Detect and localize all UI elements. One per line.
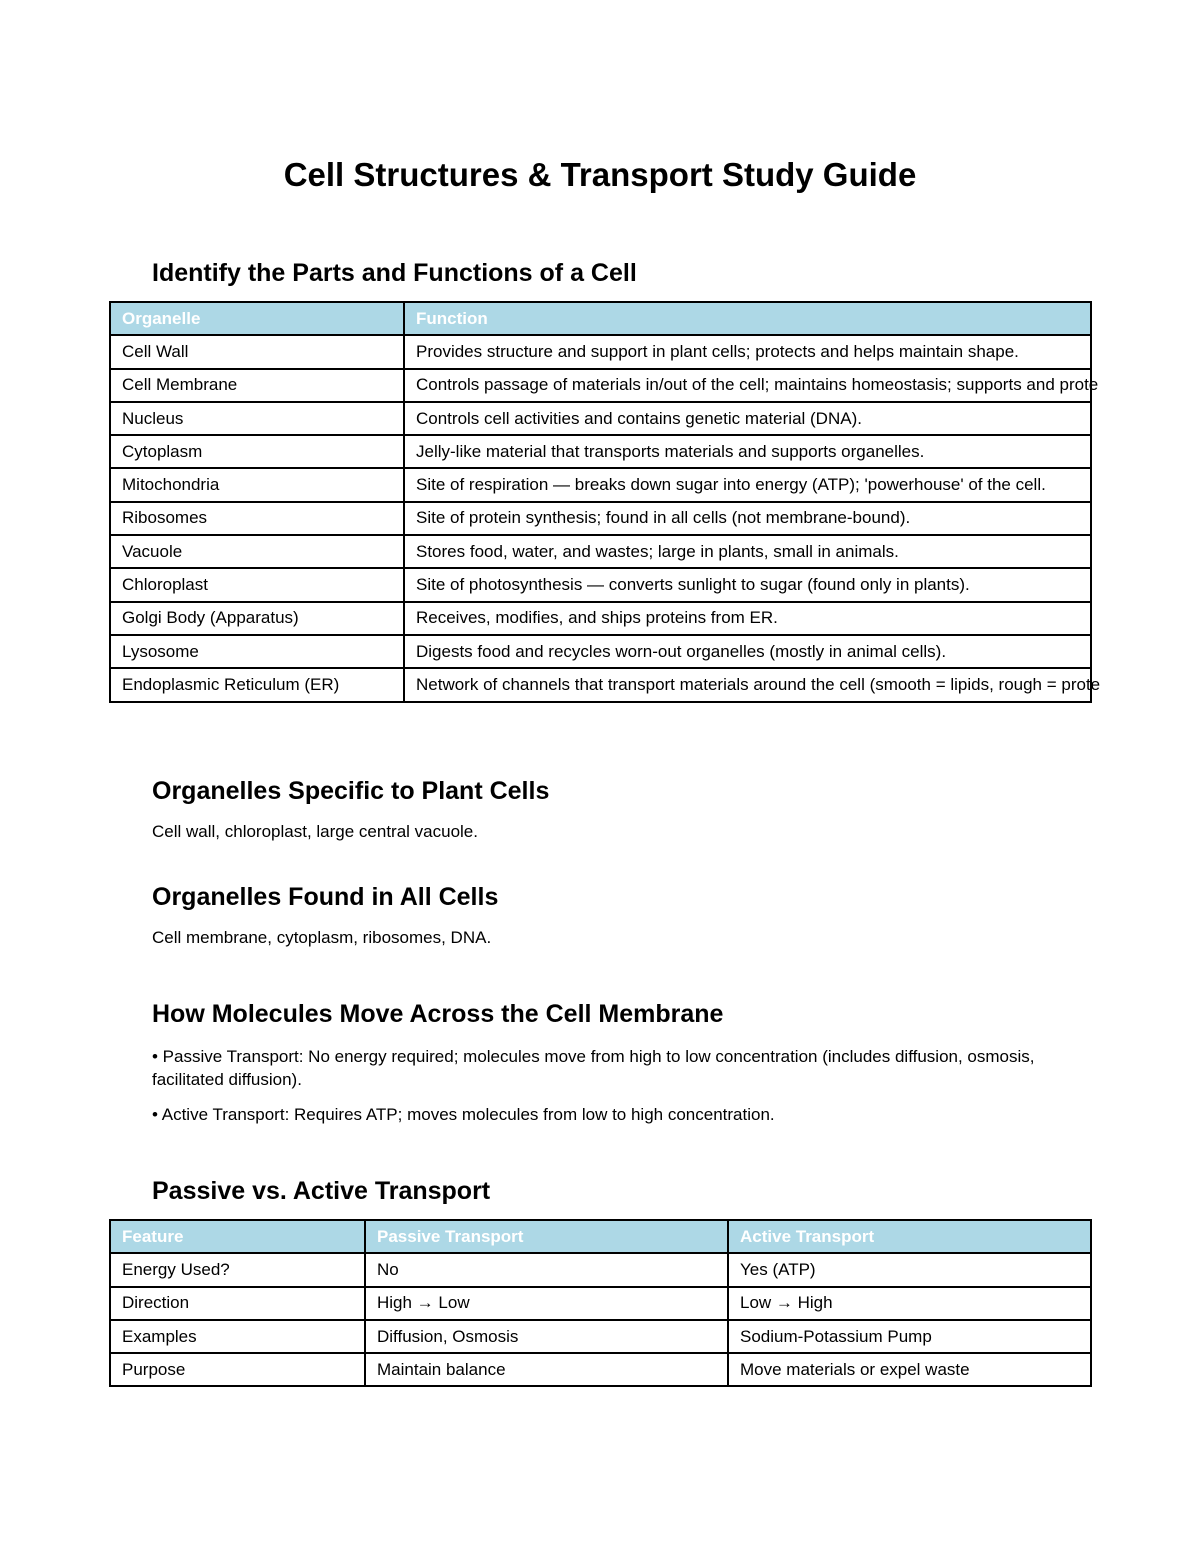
active-transport-bullet: • Active Transport: Requires ATP; moves molecules from low to high concentration. <box>152 1105 775 1124</box>
organelle-name: Vacuole <box>110 535 404 568</box>
all-cells-heading: Organelles Found in All Cells <box>152 883 499 911</box>
organelle-function: Digests food and recycles worn-out organelles (mostly in animal cells). <box>404 635 1091 668</box>
organelle-function: Site of respiration — breaks down sugar into energy (ATP); 'powerhouse' of the cell. <box>404 468 1091 501</box>
membrane-movement-heading: How Molecules Move Across the Cell Membrane <box>152 1000 724 1028</box>
table-row <box>110 1287 1091 1320</box>
organelle-name: Cytoplasm <box>110 435 404 468</box>
comparison-heading: Passive vs. Active Transport <box>152 1177 491 1205</box>
organelle-name: Mitochondria <box>110 468 404 501</box>
table-row <box>110 1320 1091 1353</box>
organelle-name: Cell Membrane <box>110 369 404 402</box>
organelle-function: Provides structure and support in plant cells; protects and helps maintain shape. <box>404 335 1091 368</box>
organelle-function: Stores food, water, and wastes; large in plants, small in animals. <box>404 535 1091 568</box>
organelle-function: Receives, modifies, and ships proteins from ER. <box>404 602 1091 635</box>
organelle-name: Chloroplast <box>110 568 404 601</box>
organelle-name: Cell Wall <box>110 335 404 368</box>
transport-comparison-table <box>109 1219 1092 1387</box>
table-row <box>110 602 1091 635</box>
organelle-name: Ribosomes <box>110 502 404 535</box>
passive-cell: High → Low <box>365 1287 728 1320</box>
column-header-organelle: Organelle <box>110 302 404 335</box>
page-title: Cell Structures & Transport Study Guide <box>283 156 917 193</box>
column-header-active: Active Transport <box>728 1220 1091 1253</box>
active-cell: Move materials or expel waste <box>728 1353 1091 1386</box>
all-cells-text: Cell membrane, cytoplasm, ribosomes, DNA. <box>152 928 492 947</box>
column-header-function: Function <box>404 302 1091 335</box>
feature-cell: Examples <box>110 1320 365 1353</box>
parts-heading: Identify the Parts and Functions of a Cell <box>152 259 637 287</box>
column-header-passive: Passive Transport <box>365 1220 728 1253</box>
table-header-row <box>110 302 1091 335</box>
table-row <box>110 668 1091 701</box>
table-row <box>110 502 1091 535</box>
column-header-feature: Feature <box>110 1220 365 1253</box>
table-row <box>110 369 1091 402</box>
passive-cell: Maintain balance <box>365 1353 728 1386</box>
organelle-function: Controls cell activities and contains genetic material (DNA). <box>404 402 1091 435</box>
active-cell: Sodium-Potassium Pump <box>728 1320 1091 1353</box>
feature-cell: Direction <box>110 1287 365 1320</box>
organelle-name: Golgi Body (Apparatus) <box>110 602 404 635</box>
plant-cells-text: Cell wall, chloroplast, large central vacuole. <box>152 822 478 841</box>
active-cell: Low → High <box>728 1287 1091 1320</box>
table-header-row <box>110 1220 1091 1253</box>
passive-transport-bullet: • Passive Transport: No energy required; molecules move from high to low concentration (includes diffusion, osmosis, facilitated diffusion). <box>152 1047 1035 1089</box>
table-row <box>110 1253 1091 1286</box>
feature-cell: Purpose <box>110 1353 365 1386</box>
table-row <box>110 568 1091 601</box>
plant-cells-heading: Organelles Specific to Plant Cells <box>152 777 550 805</box>
organelle-name: Lysosome <box>110 635 404 668</box>
table-row <box>110 335 1091 368</box>
table-row <box>110 402 1091 435</box>
table-row <box>110 1353 1091 1386</box>
organelle-name: Nucleus <box>110 402 404 435</box>
passive-cell: Diffusion, Osmosis <box>365 1320 728 1353</box>
passive-cell: No <box>365 1253 728 1286</box>
table-row <box>110 535 1091 568</box>
organelle-table <box>109 301 1101 703</box>
organelle-name: Endoplasmic Reticulum (ER) <box>110 668 404 701</box>
organelle-function: Controls passage of materials in/out of the cell; maintains homeostasis; supports and prote <box>404 369 1091 402</box>
active-cell: Yes (ATP) <box>728 1253 1091 1286</box>
table-row <box>110 435 1091 468</box>
organelle-function: Site of photosynthesis — converts sunlight to sugar (found only in plants). <box>404 568 1091 601</box>
table-row <box>110 468 1091 501</box>
organelle-function: Site of protein synthesis; found in all cells (not membrane-bound). <box>404 502 1091 535</box>
table-row <box>110 635 1091 668</box>
organelle-function: Network of channels that transport materials around the cell (smooth = lipids, rough = prote <box>404 668 1091 701</box>
feature-cell: Energy Used? <box>110 1253 365 1286</box>
organelle-function: Jelly-like material that transports materials and supports organelles. <box>404 435 1091 468</box>
